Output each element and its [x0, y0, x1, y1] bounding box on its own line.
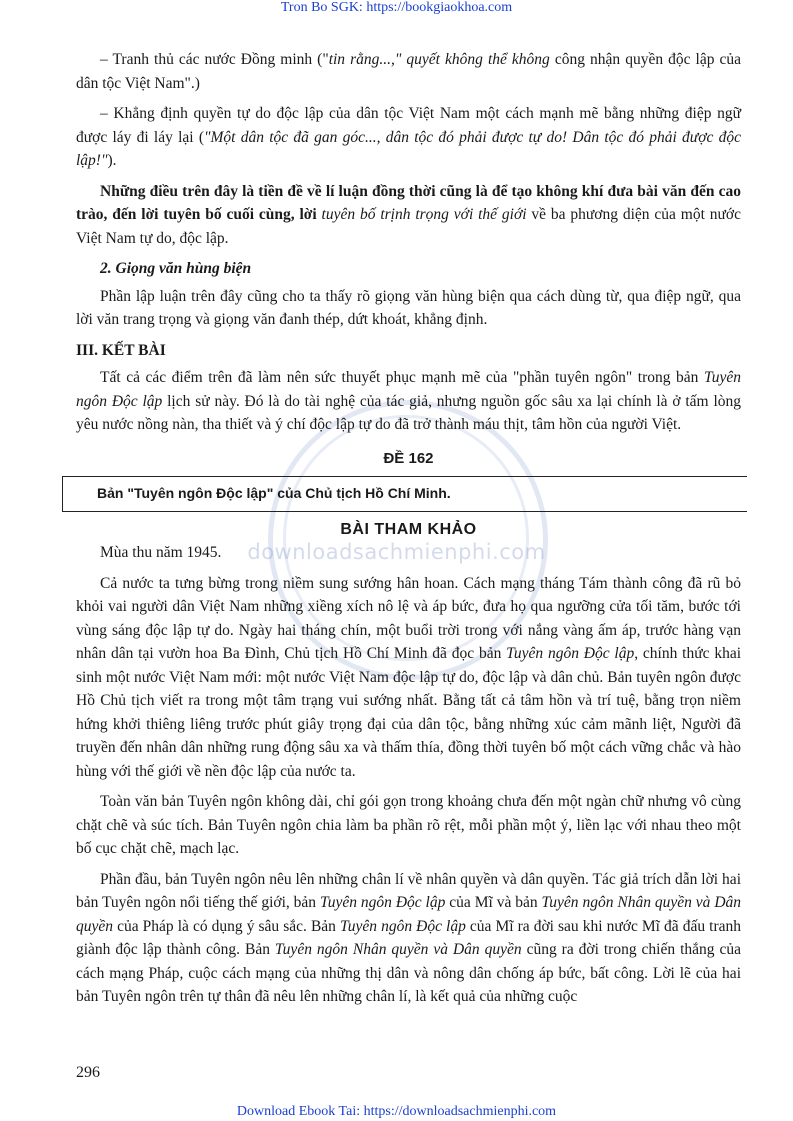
watermark-text: downloadsachmienphi.com	[247, 540, 546, 564]
italic-quote: "Một dân tộc đã gan góc..., dân tộc đó phải được tự do! Dân tộc đó phải được độc lập!"	[76, 128, 742, 169]
text-span: ).	[107, 152, 117, 169]
italic-span: Tuyên ngôn Nhân quyền và Dân quyền	[274, 941, 522, 958]
italic-span: Tuyên ngôn Độc lập	[339, 917, 466, 935]
section-heading-conclusion: III. KẾT BÀI	[76, 341, 166, 359]
paragraph-conclusion	[76, 366, 741, 437]
text-span: của Mĩ ra đời sau khi nước Mĩ đã đấu tranh giành độc lập thành công. Bản	[76, 917, 742, 958]
italic-span: Tuyên ngôn Độc lập	[319, 894, 446, 911]
text-span: – Tranh thủ các nước Đồng minh ("	[100, 51, 329, 68]
page-number: 296	[76, 1064, 100, 1081]
italic-span: Tuyên ngôn Độc lập	[506, 645, 635, 662]
text-span: về ba phương diện của một nước Việt Nam tự do, độc lập.	[76, 206, 741, 247]
text-span: – Khẳng định quyền tự do độc lập của dân tộc Việt Nam một cách mạnh mẽ bằng những điệp ngữ được láy đi láy lại (	[76, 105, 741, 146]
footer-download-link[interactable]: Download Ebook Tai: https://downloadsachmienphi.com	[236, 1104, 557, 1119]
paragraph-season: Mùa thu năm 1945.	[100, 544, 222, 561]
exercise-number: ĐỀ 162	[383, 449, 434, 467]
text-span: công nhận quyền độc lập của dân tộc Việt Nam".)	[76, 51, 742, 92]
text-span: Cả nước ta tưng bừng trong niềm sung sướng hân hoan. Cách mạng tháng Tám thành công đã rũ bỏ khỏi vai người dân Việt Nam những xiềng xích nô lệ và áp bức, đưa họ qua ngưỡng cửa tối tăm, bước tới vùng sáng độc lập tự do. Ngày hai tháng chín, một buổi trời trong với nắng vàng ấm áp, trước hàng vạn nhân dân tại vườn hoa Ba Đình, Chủ tịch Hồ Chí Minh đã đọc bản	[76, 574, 741, 662]
paragraph-part-one	[76, 868, 741, 1009]
italic-quote: tin rằng...," quyết không thể không	[328, 51, 550, 68]
reference-heading: BÀI THAM KHẢO	[340, 520, 477, 538]
paragraph-structure: Toàn văn bản Tuyên ngôn không dài, chỉ gói gọn trong khoảng chưa đến một ngàn chữ nhưng vô cùng chặt chẽ và súc tích. Bản Tuyên ngôn chia làm ba phần rõ rệt, mỗi phần một ý, liền lạc với nhau theo một bố cục chặt chẽ, mạch lạc.	[76, 793, 741, 857]
paragraph-allies	[76, 48, 741, 95]
italic-span: tuyên bố trịnh trọng với thế giới	[321, 206, 527, 223]
exercise-prompt-box: Bản "Tuyên ngôn Độc lập" của Chủ tịch Hồ Chí Minh.	[62, 476, 747, 512]
italic-span: Tuyên ngôn Nhân quyền và Dân quyền	[76, 894, 742, 935]
paragraph-rhetoric: Phần lập luận trên đây cũng cho ta thấy rõ giọng văn hùng biện qua cách dùng từ, qua điệp ngữ, qua lời văn trang trọng và giọng văn đanh thép, dứt khoát, khẳng định.	[76, 287, 741, 328]
paragraph-premise	[76, 180, 741, 251]
bold-span: Những điều trên đây là tiền đề về lí luận đồng thời cũng là để tạo không khí đưa bài văn đến cao trào, đến lời tuyên bố cuối cùng, lời	[76, 182, 741, 223]
text-span: của Pháp là có dụng ý sâu sắc. Bản	[113, 917, 340, 935]
text-span: Tất cả các điểm trên đã làm nên sức thuyết phục mạnh mẽ của "phần tuyên ngôn" trong bản	[100, 369, 704, 386]
header-download-link[interactable]: Tron Bo SGK: https://bookgiaokhoa.com	[280, 0, 513, 15]
paragraph-affirm	[76, 102, 741, 173]
page-content	[76, 48, 741, 1016]
text-span: của Mĩ và bản	[445, 894, 542, 911]
text-span: Phần đầu, bản Tuyên ngôn nêu lên những chân lí về nhân quyền và dân quyền. Tác giả trích dẫn lời hai bản Tuyên ngôn nổi tiếng thế giới, bản	[76, 870, 741, 911]
section-heading-rhetoric: 2. Giọng văn hùng biện	[100, 260, 252, 277]
text-span: lịch sử này. Đó là do tài nghệ của tác giả, nhưng nguồn gốc sâu xa lại chính là ở tấm lòng yêu nước nồng nàn, tha thiết và ý chí độc lập tự do đã trở thành máu thịt, tâm hồn của người Việt.	[76, 392, 741, 433]
italic-span: Tuyên ngôn Độc lập	[76, 369, 741, 410]
text-span: cũng ra đời trong chiến thắng của cách mạng Pháp, cuộc cách mạng của những thị dân và nông dân chống áp bức, bất công. Lời lẽ của hai bản Tuyên ngôn trên tự thân đã nêu lên những chân lí, là kết quả của những cuộc	[76, 941, 741, 1005]
paragraph-intro	[76, 572, 741, 784]
text-span: , chính thức khai sinh một nước Việt Nam mới: một nước Việt Nam độc lập tự do, độc lập và dân chủ. Bản tuyên ngôn được Hồ Chủ tịch viết ra trong một tâm trạng vui sướng nhất. Bằng tất cả tâm hồn và trí tuệ, bằng trọn niềm hứng khởi thiêng liêng trước phút giây trọng đại của dân tộc, bằng những xúc cảm mãnh liệt, Người đã truyền đến nhân dân những rung động sâu xa và thấm thía, đồng thời tuyên bố một cách vững chắc và hào hùng với thế giới về nền độc lập của nước ta.	[76, 645, 742, 780]
